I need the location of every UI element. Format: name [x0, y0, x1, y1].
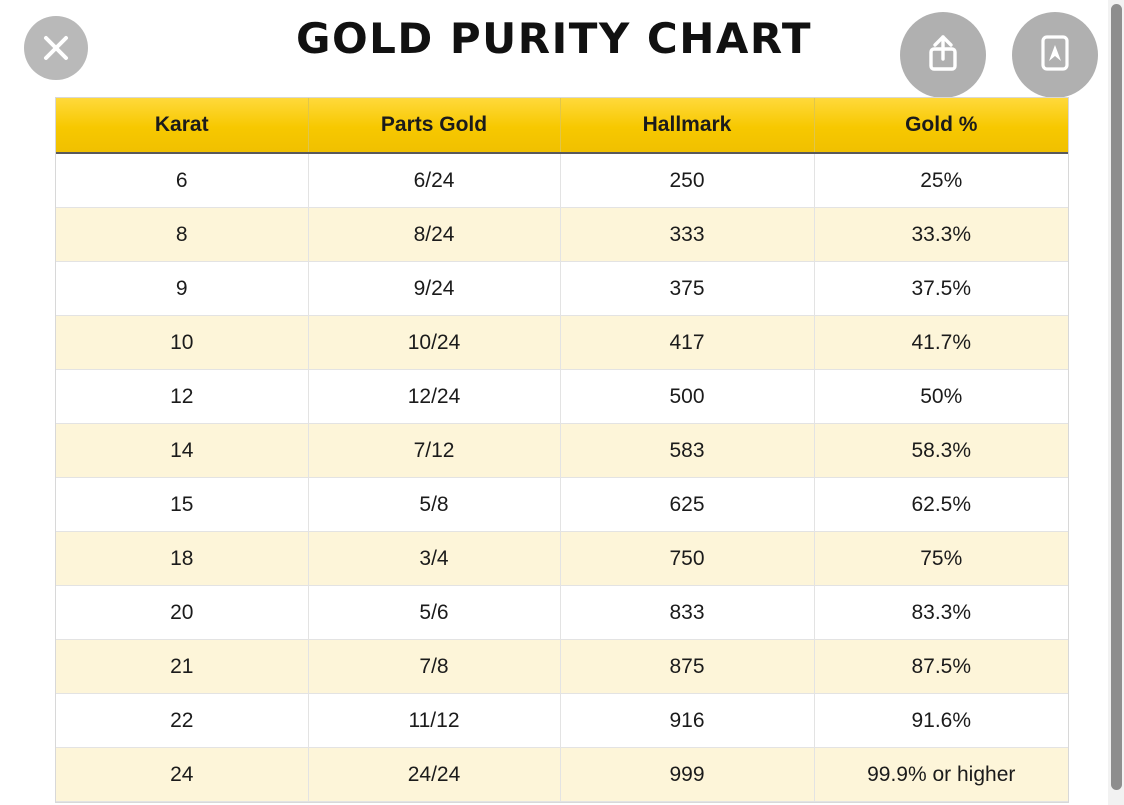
scrollbar-thumb[interactable]	[1111, 4, 1122, 790]
table-row	[56, 424, 1068, 478]
bookmark-icon	[1037, 31, 1073, 80]
cell-gold-percent: 33.3%	[814, 208, 1068, 262]
bookmark-button[interactable]	[1012, 12, 1098, 98]
cell-karat: 8	[56, 208, 308, 262]
cell-karat: 10	[56, 316, 308, 370]
cell-hallmark: 417	[560, 316, 814, 370]
cell-parts-gold: 8/24	[308, 208, 560, 262]
cell-karat: 9	[56, 262, 308, 316]
cell-gold-percent: 50%	[814, 370, 1068, 424]
cell-gold-percent: 75%	[814, 532, 1068, 586]
table-row	[56, 316, 1068, 370]
table-row	[56, 208, 1068, 262]
cell-parts-gold: 11/12	[308, 694, 560, 748]
table-row	[56, 640, 1068, 694]
cell-parts-gold: 5/6	[308, 586, 560, 640]
vertical-scrollbar[interactable]	[1108, 0, 1124, 805]
cell-karat: 20	[56, 586, 308, 640]
cell-hallmark: 999	[560, 748, 814, 802]
cell-gold-percent: 62.5%	[814, 478, 1068, 532]
table-row	[56, 478, 1068, 532]
table-header-row	[56, 98, 1068, 153]
column-header-parts-gold: Parts Gold	[308, 98, 560, 153]
cell-parts-gold: 9/24	[308, 262, 560, 316]
purity-table	[56, 98, 1068, 802]
cell-parts-gold: 12/24	[308, 370, 560, 424]
cell-karat: 12	[56, 370, 308, 424]
cell-karat: 14	[56, 424, 308, 478]
cell-hallmark: 250	[560, 153, 814, 208]
cell-karat: 15	[56, 478, 308, 532]
table-row	[56, 370, 1068, 424]
share-button[interactable]	[900, 12, 986, 98]
cell-hallmark: 375	[560, 262, 814, 316]
cell-parts-gold: 10/24	[308, 316, 560, 370]
cell-hallmark: 916	[560, 694, 814, 748]
cell-gold-percent: 99.9% or higher	[814, 748, 1068, 802]
cell-hallmark: 583	[560, 424, 814, 478]
table-row	[56, 262, 1068, 316]
cell-hallmark: 833	[560, 586, 814, 640]
cell-parts-gold: 7/12	[308, 424, 560, 478]
cell-parts-gold: 3/4	[308, 532, 560, 586]
cell-gold-percent: 37.5%	[814, 262, 1068, 316]
column-header-gold-percent: Gold %	[814, 98, 1068, 153]
page-title: GOLD PURITY CHART	[295, 14, 813, 63]
cell-karat: 21	[56, 640, 308, 694]
cell-karat: 24	[56, 748, 308, 802]
cell-parts-gold: 7/8	[308, 640, 560, 694]
cell-karat: 22	[56, 694, 308, 748]
cell-hallmark: 500	[560, 370, 814, 424]
cell-parts-gold: 24/24	[308, 748, 560, 802]
cell-gold-percent: 25%	[814, 153, 1068, 208]
cell-gold-percent: 87.5%	[814, 640, 1068, 694]
cell-karat: 6	[56, 153, 308, 208]
cell-parts-gold: 6/24	[308, 153, 560, 208]
cell-hallmark: 625	[560, 478, 814, 532]
table-row	[56, 532, 1068, 586]
cell-parts-gold: 5/8	[308, 478, 560, 532]
share-icon	[924, 31, 962, 80]
cell-gold-percent: 91.6%	[814, 694, 1068, 748]
viewer-toolbar	[0, 0, 1108, 96]
table-row	[56, 586, 1068, 640]
cell-hallmark: 875	[560, 640, 814, 694]
table-row	[56, 153, 1068, 208]
cell-gold-percent: 83.3%	[814, 586, 1068, 640]
cell-karat: 18	[56, 532, 308, 586]
cell-hallmark: 750	[560, 532, 814, 586]
column-header-hallmark: Hallmark	[560, 98, 814, 153]
cell-hallmark: 333	[560, 208, 814, 262]
gold-purity-chart	[56, 98, 1068, 802]
table-row	[56, 694, 1068, 748]
table-row	[56, 748, 1068, 802]
cell-gold-percent: 41.7%	[814, 316, 1068, 370]
cell-gold-percent: 58.3%	[814, 424, 1068, 478]
column-header-karat: Karat	[56, 98, 308, 153]
